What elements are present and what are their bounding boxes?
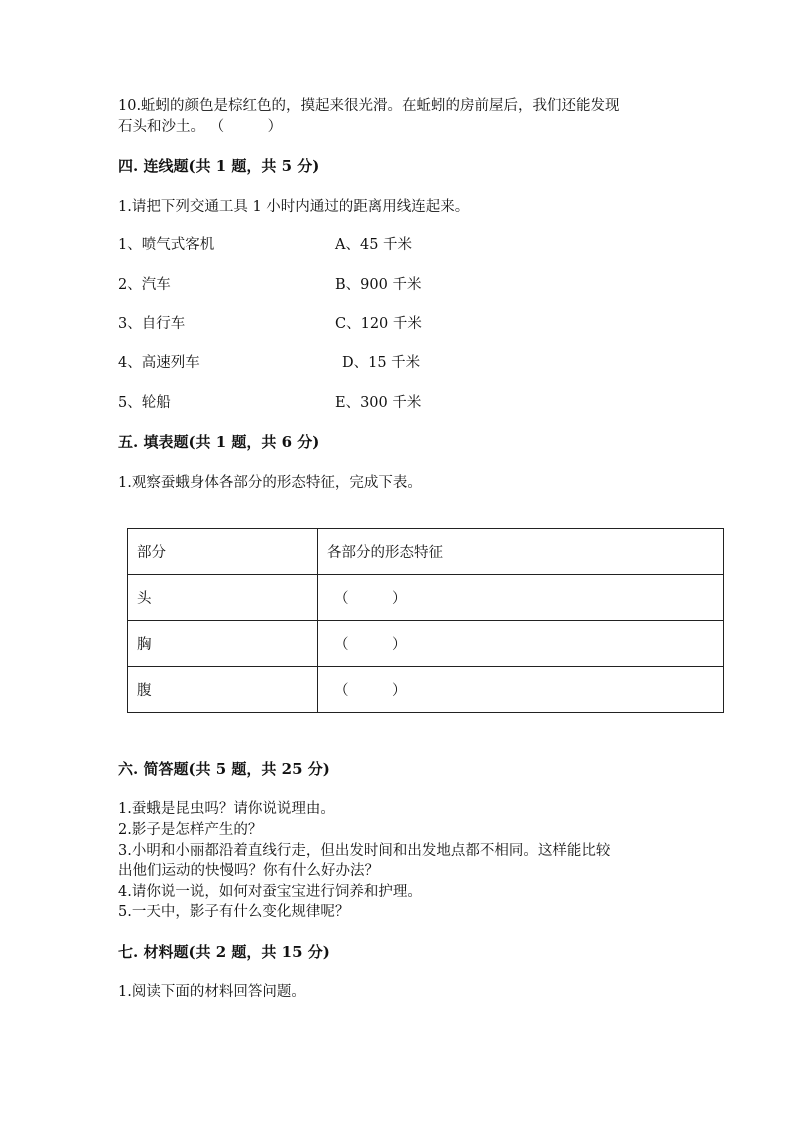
q10-text-line2: 石头和沙土。 （ ） xyxy=(118,119,283,135)
table-row xyxy=(128,575,724,621)
section6-question-5: 5.一天中，影子有什么变化规律呢？ xyxy=(118,904,350,920)
match-left-item-1: 1、喷气式客机 xyxy=(118,237,215,253)
section5-question: 1.观察蚕蛾身体各部分的形态特征，完成下表。 xyxy=(118,475,422,491)
match-right-item-e: E、300 千米 xyxy=(335,395,422,411)
match-right-item-d: D、15 千米 xyxy=(342,355,421,371)
table-header-cell: 部分 xyxy=(128,529,318,575)
match-right-item-a: A、45 千米 xyxy=(335,237,413,253)
section4-heading: 四. 连线题(共 1 题，共 5 分) xyxy=(118,157,320,175)
table-row xyxy=(128,667,724,713)
table-cell-blank: （ ） xyxy=(318,667,724,713)
section6-question-2: 2.影子是怎样产生的？ xyxy=(118,822,263,838)
section4-question: 1.请把下列交通工具 1 小时内通过的距离用线连起来。 xyxy=(118,199,470,215)
section6-question-3: 3.小明和小丽都沿着直线行走，但出发时间和出发地点都不相同。这样能比较 xyxy=(118,843,611,859)
match-left-item-3: 3、自行车 xyxy=(118,316,186,332)
section5-heading: 五. 填表题(共 1 题，共 6 分) xyxy=(118,433,320,451)
match-left-item-4: 4、高速列车 xyxy=(118,355,200,371)
match-left-item-2: 2、汽车 xyxy=(118,277,171,293)
table-header-cell: 各部分的形态特征 xyxy=(318,529,724,575)
table-cell-part: 头 xyxy=(128,575,318,621)
table-header-row xyxy=(128,529,724,575)
section6-question-4: 4.请你说一说，如何对蚕宝宝进行饲养和护理。 xyxy=(118,884,422,900)
section7-heading: 七. 材料题(共 2 题，共 15 分) xyxy=(118,943,330,961)
q10-text-line1: 10.蚯蚓的颜色是棕红色的，摸起来很光滑。在蚯蚓的房前屋后，我们还能发现 xyxy=(118,98,620,114)
match-left-item-5: 5、轮船 xyxy=(118,395,171,411)
section7-question: 1.阅读下面的材料回答问题。 xyxy=(118,984,306,1000)
features-table xyxy=(127,528,724,713)
section6-question-3-cont: 出他们运动的快慢吗？你有什么好办法？ xyxy=(118,863,379,879)
table-cell-part: 胸 xyxy=(128,621,318,667)
table-cell-blank: （ ） xyxy=(318,621,724,667)
match-right-item-c: C、120 千米 xyxy=(335,316,422,332)
match-right-item-b: B、900 千米 xyxy=(335,277,422,293)
table-row xyxy=(128,621,724,667)
section6-heading: 六. 简答题(共 5 题，共 25 分) xyxy=(118,760,330,778)
section6-question-1: 1.蚕蛾是昆虫吗？请你说说理由。 xyxy=(118,801,335,817)
table-cell-part: 腹 xyxy=(128,667,318,713)
table-cell-blank: （ ） xyxy=(318,575,724,621)
